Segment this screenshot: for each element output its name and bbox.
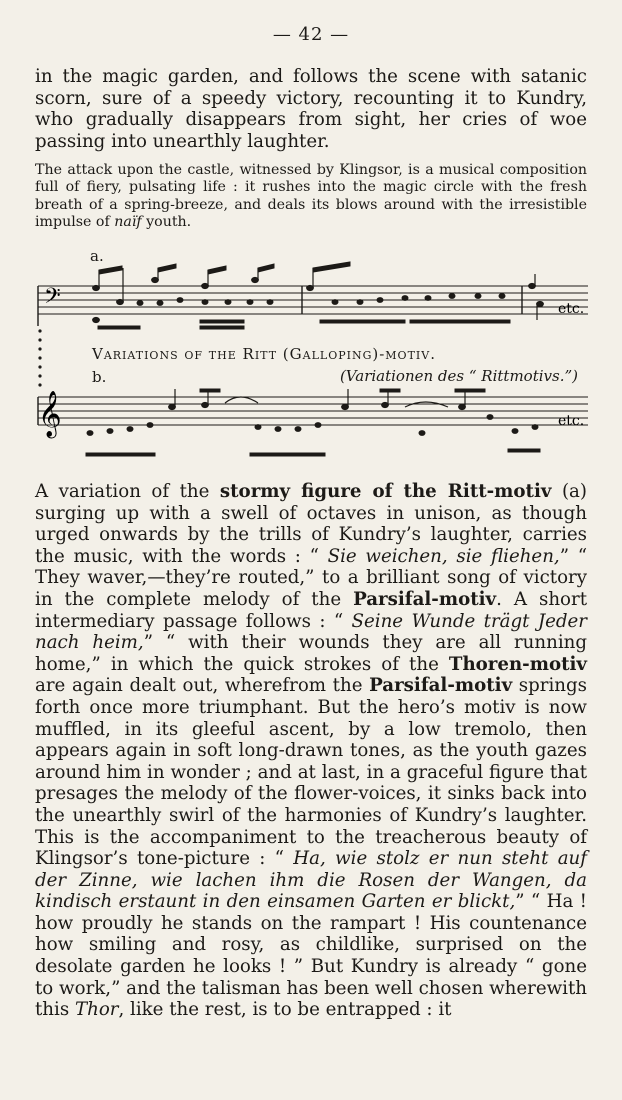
- note-paragraph: [35, 162, 587, 232]
- body-text-6: are again dealt out, wherefrom the: [35, 675, 370, 697]
- music-staff-b: [0, 383, 622, 469]
- body-text-2: (a) surging up with a swell of octaves in unison, as though urged onwards by the trills of Kundry’s laughter, carries the music, with the words : “: [35, 481, 587, 567]
- intro-paragraph: [35, 66, 587, 152]
- body-text-1: A variation of the: [35, 481, 220, 502]
- music-staff-a: [0, 258, 622, 338]
- music-caption-german: (Variationen des “ Rittmotivs.”): [339, 367, 578, 385]
- body-bold-parsifal-1: Parsifal-motiv: [353, 588, 497, 610]
- body-text-8: ” “ Ha ! how proudly he stands on the rampart ! His countenance how smiling and rosy, as childlike, surprised on the desolate garden he looks ! ” But Kundry is already “ gone to work,” and the talisman has been well chosen wherewith this: [35, 891, 587, 1021]
- treble-clef-icon: 𝄞: [38, 391, 62, 437]
- body-bold-ritt-motiv: stormy figure of the Ritt-motiv: [219, 481, 552, 502]
- note-text-1: The attack upon the castle, witnessed by Klingsor, is a musical composition full of fiery, pulsating life : it rushes into the magic circle with the fresh breath of a spring-breeze, and deals its blows around with the irresistible impulse of: [35, 162, 587, 231]
- body-ital-seine-wunde: Seine Wunde trägt Jeder nach heim,: [35, 610, 587, 654]
- body-ital-thor: Thor: [74, 999, 119, 1021]
- note-text-2: youth.: [141, 214, 192, 231]
- body-paragraph: [35, 481, 587, 1021]
- body-bold-thoren-motiv: Thoren-motiv: [448, 653, 587, 675]
- body-text-3: ” “ They waver,—they’re routed,” to a brilliant song of victory in the complete melody of the: [35, 545, 587, 610]
- note-naif: naïf: [114, 214, 142, 231]
- staff-connector-dots: [36, 328, 44, 390]
- etc-b: etc.: [558, 413, 585, 429]
- body-text-5: ” “ with their wounds they are all running home,” in which the quick strokes of the: [35, 632, 587, 675]
- body-bold-parsifal-2: Parsifal-motiv: [369, 675, 513, 697]
- bass-clef-icon: 𝄢: [44, 284, 61, 314]
- body-ital-ha-wie-stolz: Ha, wie stolz er nun steht auf der Zinne, wie lachen ihm die Rosen der Wangen, da kindisch erstaunt in den einsamen Garten er blickt,: [35, 848, 587, 913]
- etc-a: etc.: [558, 301, 585, 317]
- label-a: a.: [90, 247, 104, 265]
- body-text-9: , like the rest, is to be entrapped : it: [118, 999, 452, 1021]
- page-number: — 42 —: [272, 24, 350, 45]
- music-caption: Variations of the Ritt (Galloping)-motiv.: [92, 345, 436, 363]
- label-b: b.: [92, 368, 107, 386]
- body-text-4: . A short intermediary passage follows : “: [35, 588, 587, 632]
- body-ital-sie-weichen: Sie weichen, sie fliehen,: [327, 545, 560, 567]
- intro-text: in the magic garden, and follows the scene with satanic scorn, sure of a speedy victory, recounting it to Kundry, who gradually disappears from sight, her cries of woe passing into unearthly laughter.: [35, 66, 587, 152]
- body-text-7: springs forth once more triumphant. But the hero’s motiv is now muffled, in its gleeful ascent, by a low tremolo, then appears again in soft long-drawn tones, as the youth gazes around him in wonder ; and at last, in a graceful figure that presages the melody of the flower-voices, it sinks back into the unearthly swirl of the harmonies of Kundry’s laughter. This is the accompaniment to the treacherous beauty of Klingsor’s tone-picture : “: [35, 675, 587, 870]
